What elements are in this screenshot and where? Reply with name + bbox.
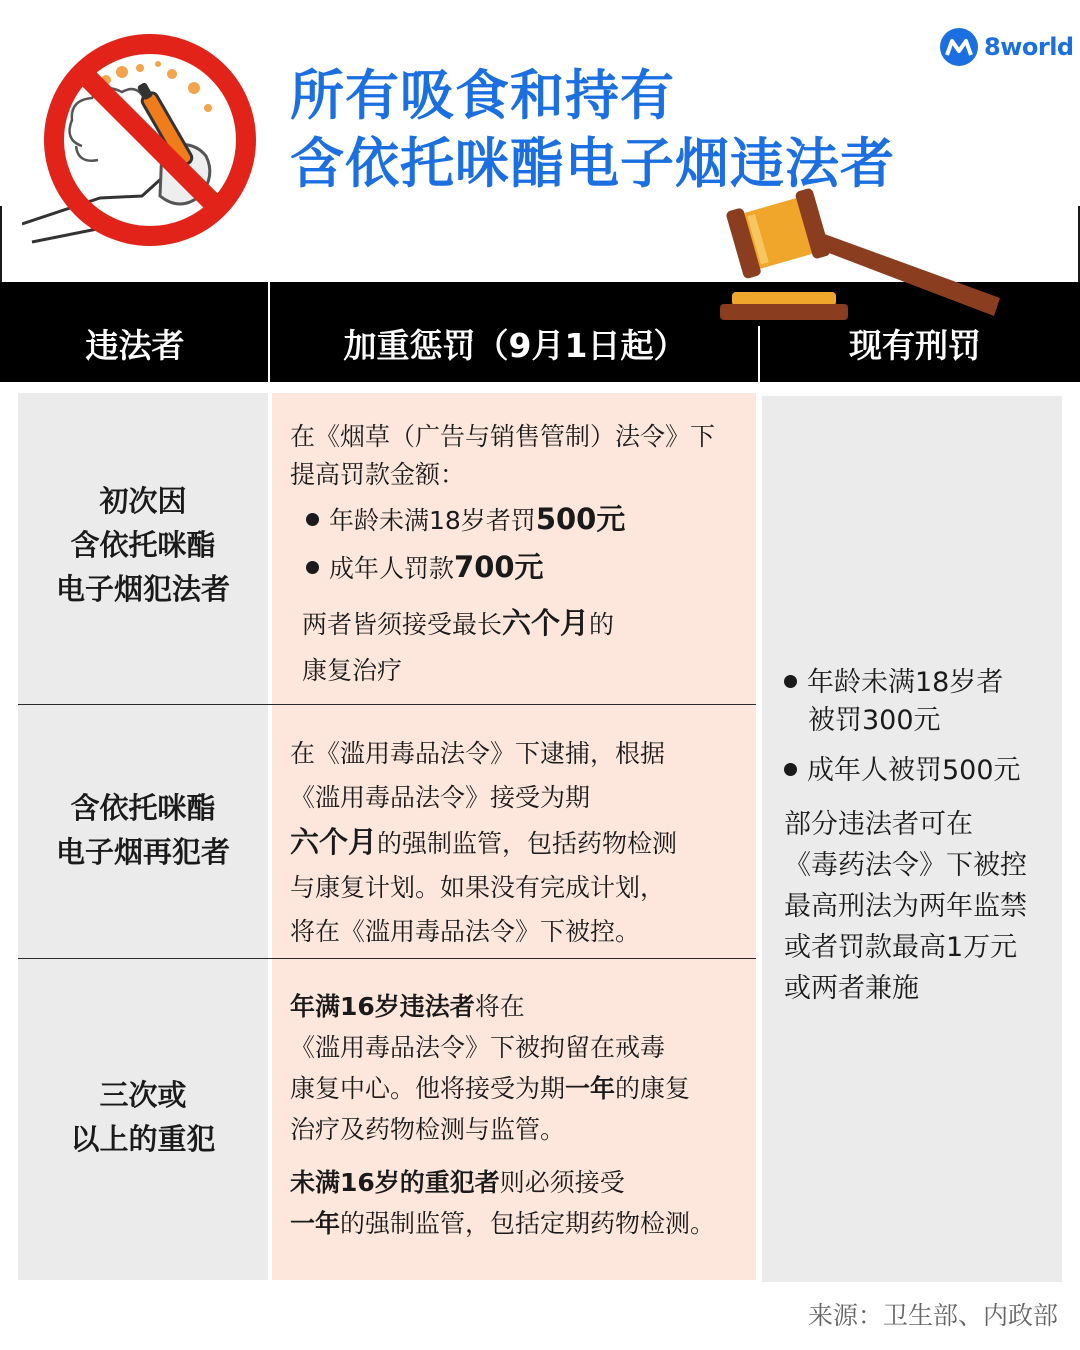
divider-left [0, 206, 2, 282]
existing-line: 或者罚款最高1万元 [784, 932, 1018, 963]
row1-intro-line: 提高罚款金额： [290, 460, 466, 489]
header-new-penalty: 加重惩罚（9月1日起） [343, 325, 687, 365]
row2-text [290, 732, 677, 954]
row2-line: 将在《滥用毒品法令》下被控。 [290, 917, 641, 946]
row-divider [18, 958, 756, 959]
row-label-repeat-offender [18, 786, 268, 874]
emphasis-text: 年满16岁违法者 [290, 992, 475, 1021]
row3-line: 则必须接受 [499, 1168, 625, 1197]
row3-line: 康复中心。他将接受为期 [290, 1074, 566, 1103]
row-label-line: 以上的重犯 [70, 1122, 216, 1156]
existing-line: 《毒药法令》下被控 [784, 850, 1027, 881]
fine-amount: 500元 [535, 502, 626, 536]
row-label-line: 含依托咪酯 [70, 791, 216, 825]
note-text: 两者皆须接受最长 [302, 610, 503, 639]
gavel-icon [712, 170, 1012, 326]
row-label-line: 三次或 [99, 1078, 187, 1112]
row3-line: 《滥用毒品法令》下被拘留在戒毒 [290, 1033, 666, 1062]
fine-amount: 700元 [454, 550, 544, 584]
header-existing-penalty: 现有刑罚 [849, 325, 981, 365]
existing-bullet-adult: 成年人被罚500元 [784, 752, 1027, 790]
title-line-2: 含依托咪酯电子烟违法者 [290, 132, 895, 195]
row3-line: 的康复 [615, 1074, 691, 1103]
duration: 一年 [565, 1074, 616, 1103]
row1-intro-line: 在《烟草（广告与销售管制）法令》下 [290, 422, 716, 451]
row3-line: 治疗及药物检测与监管。 [290, 1115, 566, 1144]
existing-bullet-minor: 年龄未满18岁者 [784, 664, 1027, 702]
row-label-third-offender [18, 1073, 268, 1161]
row2-line: 的强制监管，包括药物检测 [377, 829, 678, 858]
row3-line: 的强制监管，包括定期药物检测。 [340, 1209, 716, 1238]
row1-intro [290, 418, 715, 494]
bullet-text: 成年人罚款 [329, 554, 455, 583]
row2-line: 在《滥用毒品法令》下逮捕，根据 [290, 739, 666, 768]
no-vaping-icon [22, 28, 272, 268]
row-label-line: 含依托咪酯 [70, 528, 216, 562]
existing-line: 或两者兼施 [784, 973, 919, 1004]
row3-line: 将在 [474, 992, 525, 1021]
header-offender: 违法者 [85, 325, 185, 365]
row3-text [290, 986, 715, 1244]
duration: 六个月 [290, 825, 378, 859]
row2-line: 《滥用毒品法令》接受为期 [290, 783, 591, 812]
existing-line: 部分违法者可在 [784, 809, 973, 840]
note-text: 康复治疗 [302, 656, 403, 685]
duration: 一年 [290, 1209, 341, 1238]
row-divider [18, 704, 756, 705]
existing-penalty-text [784, 664, 1027, 1009]
row1-bullet-minor [306, 497, 625, 543]
brand-name: 8world [984, 33, 1074, 61]
source-note: 来源：卫生部、内政部 [807, 1301, 1058, 1330]
emphasis-text: 未满16岁的重犯者 [290, 1168, 500, 1197]
bullet-text: 年龄未满18岁者罚 [329, 506, 536, 535]
row-label-line: 电子烟犯法者 [55, 572, 230, 606]
row2-line: 与康复计划。如果没有完成计划， [290, 873, 666, 902]
brand-logo [940, 28, 1074, 66]
duration: 六个月 [502, 606, 590, 640]
existing-line: 最高刑法为两年监禁 [784, 891, 1027, 922]
row-label-line: 初次因 [99, 484, 187, 518]
brand-badge-icon [940, 28, 978, 66]
row1-note [302, 600, 614, 694]
row1-bullet-adult [306, 545, 544, 591]
existing-bullet-minor-cont: 被罚300元 [808, 705, 941, 736]
title-line-1: 所有吸食和持有 [290, 64, 675, 127]
row-label-line: 电子烟再犯者 [55, 835, 230, 869]
note-text: 的 [589, 610, 615, 639]
row-label-first-offender [18, 479, 268, 611]
